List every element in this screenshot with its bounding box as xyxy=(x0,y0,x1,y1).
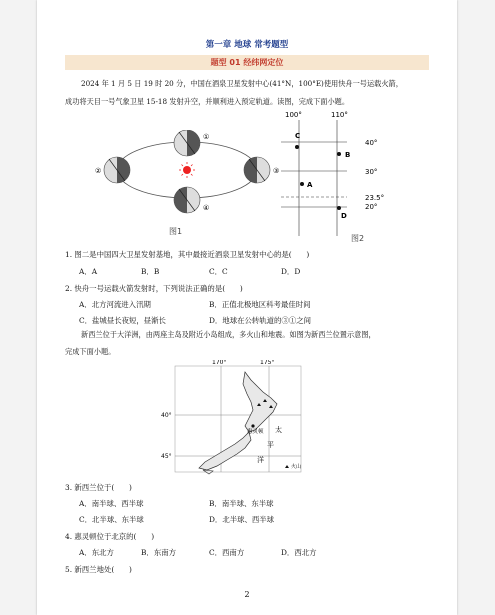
point-b xyxy=(337,152,341,156)
figure2-caption: 图2 xyxy=(351,234,365,243)
position-label-4: ④ xyxy=(203,204,210,212)
position-label-1: ① xyxy=(203,133,210,141)
q1-option-a[interactable]: A．A xyxy=(79,267,98,276)
q4-option-a[interactable]: A．东北方 xyxy=(79,548,114,557)
grid-figure xyxy=(275,108,417,244)
ocean-char-3: 洋 xyxy=(257,456,264,464)
orbit-figure xyxy=(89,130,279,242)
q2-option-c[interactable]: C．盐城昼长夜短，昼渐长 xyxy=(79,316,166,325)
q3-option-c[interactable]: C．北半球、东半球 xyxy=(79,515,144,524)
map-lon-label-170: 170° xyxy=(212,360,227,366)
ocean-char-1: 太 xyxy=(275,426,282,434)
map-lon-label-175: 175° xyxy=(260,360,275,366)
q5-stem: 5. 新西兰地处( ) xyxy=(65,565,132,574)
q4-option-c[interactable]: C．西南方 xyxy=(209,548,245,557)
earth-right xyxy=(244,157,270,183)
earth-top xyxy=(174,130,200,156)
q2-stem: 2. 快舟一号运载火箭发射时，下列说法正确的是( ) xyxy=(65,284,243,293)
q2-option-a[interactable]: A．北方河流进入汛期 xyxy=(79,300,151,309)
intro-line-2: 成功将天目一号气象卫星 15-18 发射升空，并顺利进入预定轨道。读图，完成下面小题。 xyxy=(65,97,350,106)
q3-option-a[interactable]: A．南半球、西半球 xyxy=(79,499,144,508)
point-a-label: A xyxy=(307,181,313,189)
lat-label-40: 40° xyxy=(365,139,378,147)
ocean-char-2: 平 xyxy=(267,441,274,449)
q3-option-d[interactable]: D．北半球、西半球 xyxy=(209,515,275,524)
lat-label-23: 23.5° xyxy=(365,194,385,202)
page-number: 2 xyxy=(244,590,250,599)
lat-label-20: 20° xyxy=(365,203,378,211)
lon-label-110: 110° xyxy=(331,111,348,119)
q3-stem: 3. 新西兰位于( ) xyxy=(65,483,132,492)
point-c-label: C xyxy=(295,132,301,140)
q1-option-c[interactable]: C．C xyxy=(209,267,228,276)
q3-option-b[interactable]: B．南半球、东半球 xyxy=(209,499,274,508)
legend-label: 火山 xyxy=(291,464,302,470)
position-label-3: ③ xyxy=(273,167,279,175)
new-zealand-map xyxy=(159,360,309,476)
point-d-label: D xyxy=(341,212,347,220)
document-page xyxy=(37,0,457,615)
position-label-2: ② xyxy=(95,167,102,175)
q1-option-b[interactable]: B．B xyxy=(141,267,160,276)
q4-option-d[interactable]: D．西北方 xyxy=(281,548,317,557)
earth-bottom xyxy=(174,187,200,213)
intro2-line-1: 新西兰位于大洋洲，由两座主岛及附近小岛组成，多火山和地震。如图为新西兰位置示意图， xyxy=(81,330,376,339)
lon-label-100: 100° xyxy=(285,111,302,119)
topic-title-bar: 题型 01 经纬网定位 xyxy=(65,55,429,70)
sun xyxy=(179,162,195,178)
q4-stem: 4. 惠灵顿位于北京的( ) xyxy=(65,532,155,541)
q4-option-b[interactable]: B．东南方 xyxy=(141,548,176,557)
q1-option-d[interactable]: D．D xyxy=(281,267,301,276)
wellington-marker xyxy=(251,424,254,427)
map-lat-label-45: 45° xyxy=(161,453,172,460)
q2-option-b[interactable]: B．正值北极地区科考最佳时间 xyxy=(209,300,311,309)
intro-line-1: 2024 年 1 月 5 日 19 时 20 分，中国在酒泉卫星发射中心(41°N，100°E)使用快舟一号运载火箭， xyxy=(81,79,403,88)
point-d xyxy=(337,206,341,210)
q1-stem: 1. 图二是中国四大卫星发射基地，其中最接近酒泉卫星发射中心的是( ) xyxy=(65,250,310,259)
lat-label-30: 30° xyxy=(365,168,378,176)
q2-option-d[interactable]: D．地球在公转轨道的③①之间 xyxy=(209,316,312,325)
point-c xyxy=(295,145,299,149)
map-lat-label-40: 40° xyxy=(161,412,172,419)
point-a xyxy=(300,182,304,186)
wellington-label: 惠灵顿 xyxy=(247,429,264,435)
point-b-label: B xyxy=(345,151,351,159)
chapter-title: 第一章 地球 常考题型 xyxy=(205,40,289,50)
earth-left xyxy=(104,157,130,183)
figure1-caption: 图1 xyxy=(169,227,183,236)
intro2-line-2: 完成下面小题。 xyxy=(65,347,116,356)
